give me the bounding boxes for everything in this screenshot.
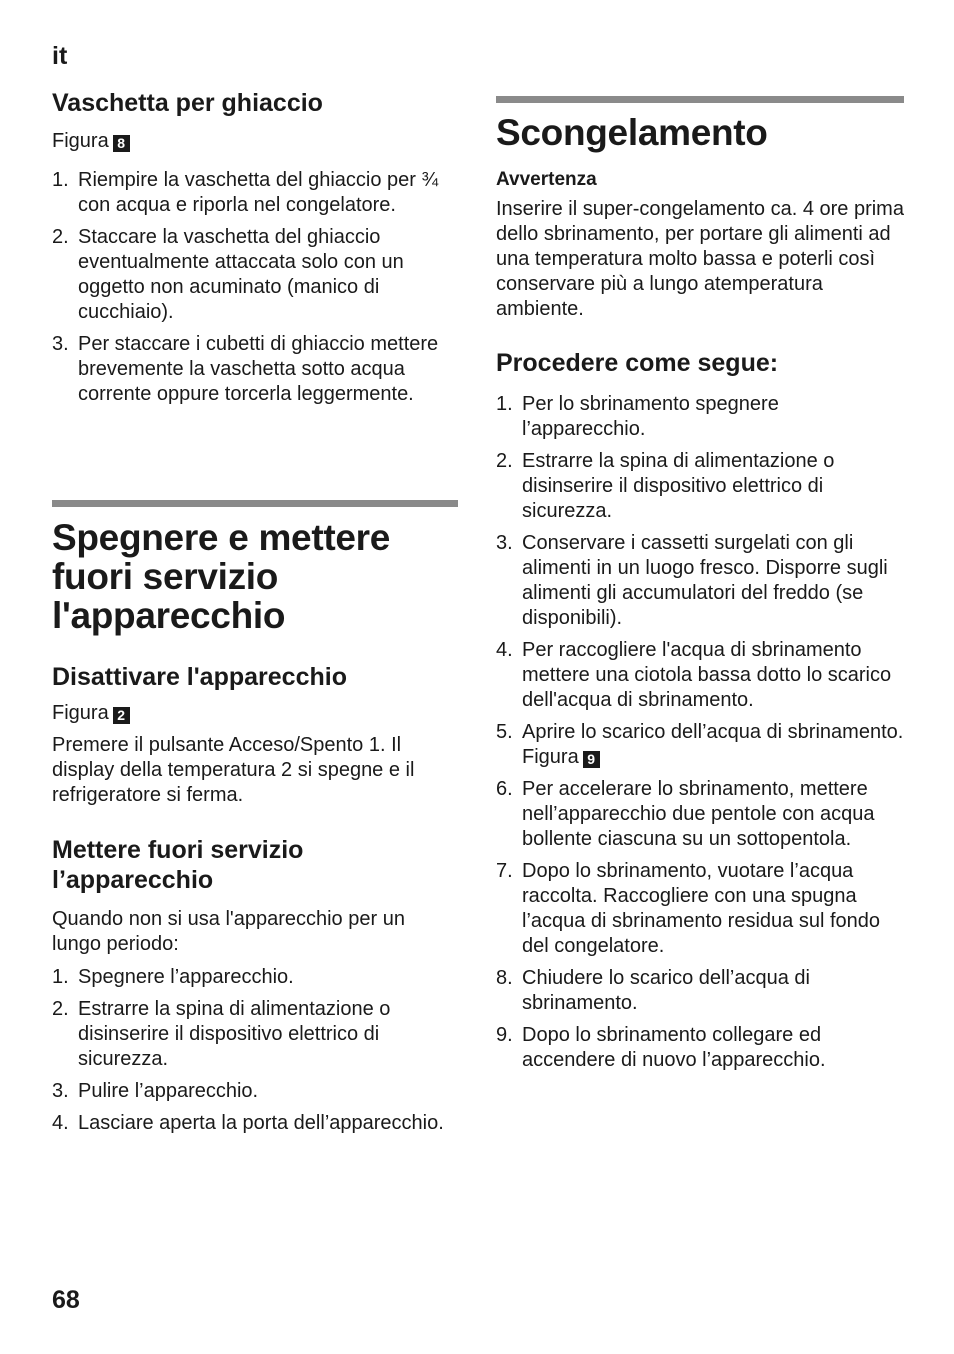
list-item xyxy=(496,859,904,959)
fuori-servizio-intro: Quando non si usa l'apparecchio per un lungo periodo: xyxy=(52,908,405,955)
step-number: 3. xyxy=(52,1080,69,1102)
step-number: 2. xyxy=(496,450,513,472)
warning-text: Inserire il super-congelamento ca. 4 ore prima dello sbrinamento, per portare gli alimenti ad una temperatura molto bassa e poterli così conservare più a lungo atemperatura ambiente. xyxy=(496,198,904,320)
warning-label: Avvertenza xyxy=(496,169,597,190)
step-number: 3. xyxy=(496,532,513,554)
chapter-title-spegnere: Spegnere e mettere fuori servizio l'apparecchio xyxy=(52,517,391,636)
disattivare-text: Premere il pulsante Acceso/Spento 1. Il display della temperatura 2 si spegne e il refrigeratore si ferma. xyxy=(52,734,415,806)
step-text: Estrarre la spina di alimentazione o disinserire il dispositivo elettrico di sicurezza. xyxy=(78,998,391,1070)
step-number: 3. xyxy=(52,333,69,355)
fuori-servizio-steps xyxy=(52,965,458,1143)
step-number: 7. xyxy=(496,860,513,882)
step-number: 1. xyxy=(496,393,513,415)
list-item xyxy=(496,966,904,1016)
list-item xyxy=(52,168,458,218)
chapter-title-scongelamento: Scongelamento xyxy=(496,112,768,153)
list-item xyxy=(52,965,458,990)
list-item xyxy=(496,720,904,770)
figure-label: Figura xyxy=(52,130,109,152)
procedere-steps xyxy=(496,392,904,1080)
list-item xyxy=(496,1023,904,1073)
list-item xyxy=(52,332,458,407)
step-text: Staccare la vaschetta del ghiaccio eventualmente attaccata solo con un oggetto non acuminato (manico di cucchiaio). xyxy=(78,226,404,323)
step-number: 2. xyxy=(52,998,69,1020)
figure-label: Figura xyxy=(52,702,109,724)
step-text: Lasciare aperta la porta dell’apparecchio. xyxy=(78,1112,444,1134)
list-item xyxy=(496,777,904,852)
figure-reference xyxy=(52,701,458,726)
step-text: Dopo lo sbrinamento, vuotare l’acqua raccolta. Raccogliere con una spugna l’acqua di sbrinamento residua sul fondo del congelatore. xyxy=(522,860,880,957)
step-text: Spegnere l’apparecchio. xyxy=(78,966,294,988)
step-text: Per accelerare lo sbrinamento, mettere nell’apparecchio due pentole con acqua bollente ciascuna su un sottopentola. xyxy=(522,778,875,850)
step-number: 6. xyxy=(496,778,513,800)
step-number: 4. xyxy=(52,1112,69,1134)
section-title-vaschetta: Vaschetta per ghiaccio xyxy=(52,89,323,117)
list-item xyxy=(52,1079,458,1104)
list-item xyxy=(496,638,904,713)
step-number: 2. xyxy=(52,226,69,248)
step-number: 1. xyxy=(52,169,69,191)
section-title-procedere: Procedere come segue: xyxy=(496,349,779,377)
step-number: 9. xyxy=(496,1024,513,1046)
figure-number-badge: 8 xyxy=(113,135,130,152)
figure-number-badge: 2 xyxy=(113,707,130,724)
step-text: Per staccare i cubetti di ghiaccio mettere brevemente la vaschetta sotto acqua corrente oppure torcerla leggermente. xyxy=(78,333,439,405)
list-item xyxy=(496,392,904,442)
step-number: 5. xyxy=(496,721,513,743)
vaschetta-steps xyxy=(52,168,458,414)
step-text: Chiudere lo scarico dell’acqua di sbrinamento. xyxy=(522,967,810,1014)
step-number: 1. xyxy=(52,966,69,988)
section-divider xyxy=(496,96,904,103)
section-title-disattivare: Disattivare l'apparecchio xyxy=(52,663,347,691)
step-text: Estrarre la spina di alimentazione o disinserire il dispositivo elettrico di sicurezza. xyxy=(522,450,835,522)
section-title-fuori-servizio: Mettere fuori servizio l’apparecchio xyxy=(52,836,304,894)
list-item xyxy=(496,531,904,631)
step-number: 4. xyxy=(496,639,513,661)
step-text: Aprire lo scarico dell’acqua di sbrinamento. Figura xyxy=(522,721,904,768)
list-item xyxy=(52,225,458,325)
figure-reference xyxy=(52,129,458,154)
list-item xyxy=(52,1111,458,1136)
step-text: Per raccogliere l'acqua di sbrinamento mettere una ciotola bassa dotto lo scarico dell'acqua di sbrinamento. xyxy=(522,639,892,711)
figure-number-badge: 9 xyxy=(583,751,600,768)
section-divider xyxy=(52,500,458,507)
step-text: Riempire la vaschetta del ghiaccio per ¾ con acqua e riporla nel congelatore. xyxy=(78,169,439,216)
list-item xyxy=(496,449,904,524)
list-item xyxy=(52,997,458,1072)
language-code: it xyxy=(52,42,68,70)
page-number: 68 xyxy=(52,1286,80,1314)
step-text: Conservare i cassetti surgelati con gli alimenti in un luogo fresco. Disporre sugli alimenti gli accumulatori del freddo (se disponibili). xyxy=(522,532,888,629)
step-text: Dopo lo sbrinamento collegare ed accendere di nuovo l’apparecchio. xyxy=(522,1024,826,1071)
step-text: Pulire l’apparecchio. xyxy=(78,1080,259,1102)
step-text: Per lo sbrinamento spegnere l’apparecchio. xyxy=(522,393,779,440)
step-number: 8. xyxy=(496,967,513,989)
